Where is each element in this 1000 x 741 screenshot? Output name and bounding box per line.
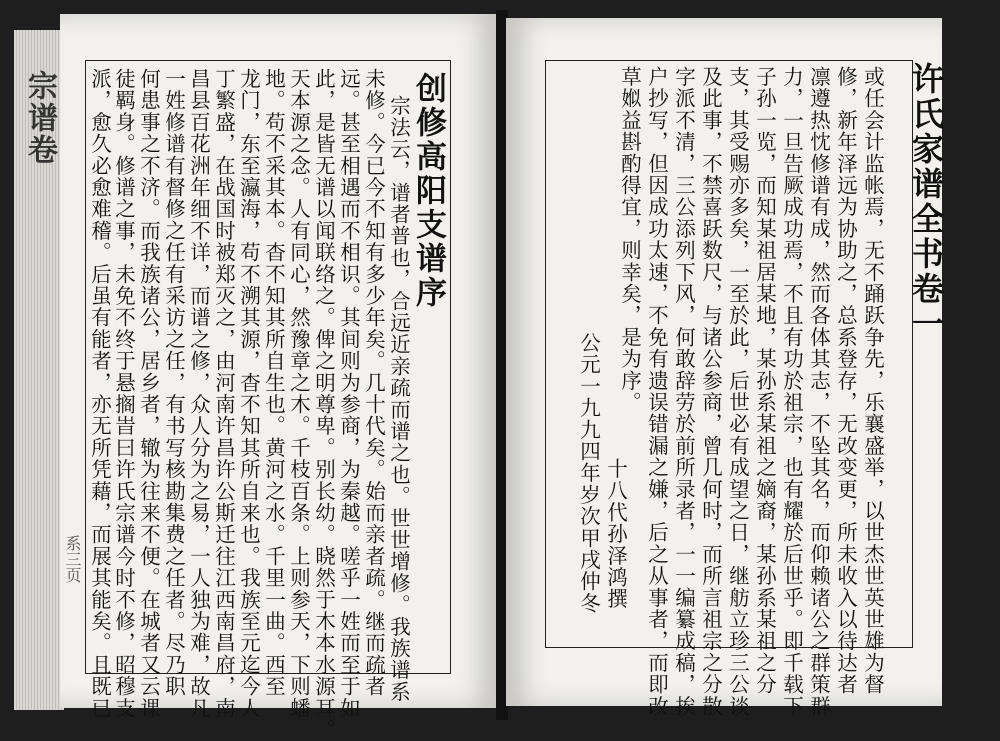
text-column: 未修。今已今不知有多少年矣。几十代矣。始而亲者疏。继而疏者	[361, 68, 386, 698]
text-column: 地。苟不采其本。杳不知其所自生也。黄河之水。千里一曲。西至	[261, 68, 286, 698]
running-title: 许氏家谱全书卷一	[907, 62, 945, 342]
text-column: 宗法云，谱者普也，合远近亲疏而谱之也。世世增修。我族谱系	[386, 95, 411, 703]
text-column: 远。甚至相遇而不相识。其间则为参商，为秦越。嗟乎一姓而至于如	[336, 68, 361, 719]
folio-label: 系三页	[63, 535, 82, 583]
text-column: 或任会计监帐焉，无不踊跃争先，乐襄盛举，以世杰世英世雄为督	[860, 66, 885, 696]
text-column: 支，其受赐亦多矣，一至於此，后世必有成望之日，继舫立珍三公谈	[725, 66, 750, 717]
preface-title: 创修高阳支谱序	[410, 72, 446, 310]
text-column: 此，是皆无谱以闻联络之。俾之明尊卑。别长幼。晓然于木本水源耳。	[311, 68, 336, 741]
text-column: 字派不清，三公添列下风，何敢辞劳於前所录者，一一编纂成稿，挨	[671, 66, 696, 717]
text-column: 丁繁盛，在战国时被郑灭之，由河南许昌许公斯迁往江西南昌府，南	[211, 68, 236, 719]
text-column: 及此事，不禁喜跃数尺，与诸公参商，曾几何时，而所言祖宗之分散	[698, 66, 723, 717]
text-column: 何患事之不济。而我族诸公，居乡者，辙为往来不便。在城者又云课	[136, 68, 161, 719]
text-column: 徒羁身。修谱之事，未免不终于悬搁旹曰许氏宗谱今时不修，昭穆支	[111, 68, 136, 719]
text-column: 修，新年泽远为协助之，总系登存，无改变更，所未收入以待达者	[833, 66, 858, 696]
text-column: 凛遵热忱修谱有成，然而各体其志，不坠其名，而仰赖诸公之群策群	[806, 66, 831, 717]
text-column: 力，一旦告厥成功焉，不且有功於祖宗，也有耀於后世乎。即千载下	[779, 66, 804, 717]
text-column: 天本源之念。人有同心，然豫章之木。千枝百条。上则参天，下则蟠	[286, 68, 311, 719]
text-column: 龙门，东至瀛海，苟不溯其源，杳不知其所自来也。我族至元迄今人	[236, 68, 261, 719]
signature-date: 公元一九九四年岁次甲戌仲冬	[576, 332, 601, 615]
text-column: 子孙一览，而知某祖居某地，某孙系某祖之嫡裔，某孙系某祖之分	[752, 66, 777, 696]
text-column: 昌县百花洲年细不详，而谱之修，众人分为之易，一人独为难，故凡	[186, 68, 211, 719]
text-column: 户抄写，但因成功太速，不免有遗误错漏之嫌，后之从事者，而即改	[644, 66, 669, 717]
text-column: 派，愈久必愈难稽。后虽有能者，亦无所凭藉，而展其能矣。且既已	[87, 68, 112, 719]
spine-text: 宗谱卷	[22, 70, 57, 166]
signature-author: 十八代孙泽鸿撰	[603, 458, 628, 610]
text-column: 一姓修谱有督修之任有采访之任，有书写核勘集费之任者。尽乃职	[161, 68, 186, 698]
text-column: 草娰益斟酌得宜，则幸矣，是为序。	[617, 66, 642, 414]
